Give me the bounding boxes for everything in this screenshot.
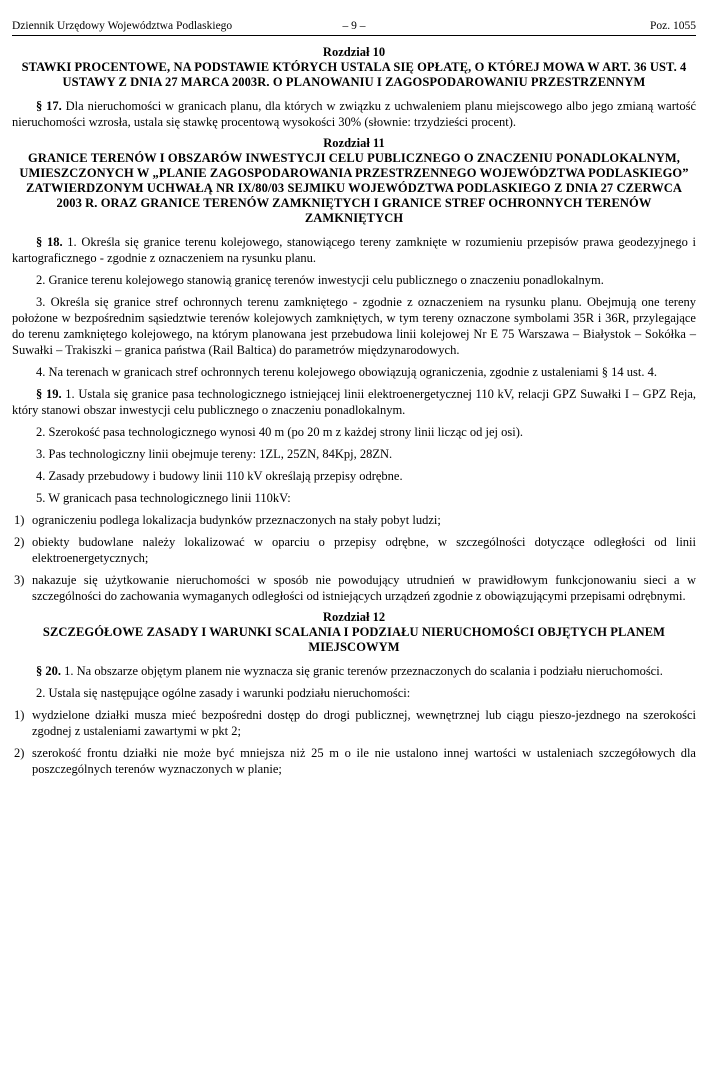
list-item [12,572,696,604]
page-number: – 9 – [342,20,366,32]
paragraph-19-1-text: 1. Ustala się granice pasa technologicznego istniejącej linii elektroenergetycznej 110 kV, relacji GPZ Suwałki I – GPZ Reja, który stanowi obszar inwestycji celu publicznego o znaczeniu ponadlokalnym. [12,387,697,417]
paragraph-18-2: 2. Granice terenu kolejowego stanowią granicę terenów inwestycji celu publicznego o znaczeniu ponadlokalnym. [36,273,604,287]
list-item [12,534,696,566]
list-item-text: ograniczeniu podlega lokalizacja budynków przeznaczonych na stały pobyt ludzi; [32,513,441,527]
paragraph-20-label: § 20. [36,664,61,678]
list-item-number: 2) [14,535,25,549]
paragraph-17-text: Dla nieruchomości w granicach planu, dla których w związku z uchwaleniem planu miejscowego albo jego zmianą wartość nieruchomości wzrosła, ustala się stawkę procentową wysokości 30% (słownie: trzydzieści procent). [12,99,697,129]
document-page [12,20,696,777]
chapter-12-heading: Rozdział 12 [322,610,386,624]
paragraph-19-label: § 19. [36,387,62,401]
list-item-text: nakazuje się użytkowanie nieruchomości w sposób nie powodujący utrudnień w prawidłowym funkcjonowaniu sieci a w szczególności do zachowania wymaganych odległości od istniejących urządzeń zgodnie z obowiązującymi przepisami odrębnymi. [32,573,696,603]
paragraph-19-3: 3. Pas technologiczny linii obejmuje tereny: 1ZL, 25ZN, 84Kpj, 28ZN. [36,447,393,461]
paragraph-19-2: 2. Szerokość pasa technologicznego wynosi 40 m (po 20 m z każdej strony linii licząc od jej osi). [36,425,524,439]
paragraph-18-1-text: 1. Określa się granice terenu kolejowego, stanowiącego tereny zamknięte w rozumieniu przepisów prawa geodezyjnego i kartograficznego - zgodnie z oznaczeniem na rysunku planu. [12,235,697,265]
list-item [12,707,696,739]
chapter-10-title: STAWKI PROCENTOWE, NA PODSTAWIE KTÓRYCH USTALA SIĘ OPŁATĘ, O KTÓREJ MOWA W ART. 36 UST. 4 USTAWY Z DNIA 27 MARCA 2003R. O PLANOWANIU I ZAGOSPODAROWANIU PRZESTRZENNYM [21,60,687,89]
paragraph-17-label: § 17. [36,99,62,113]
paragraph-20-1-text: 1. Na obszarze objętym planem nie wyznacza się granic terenów przeznaczonych do scalania i podziału nieruchomości. [61,664,663,678]
chapter-11-heading: Rozdział 11 [323,136,385,150]
list-item-text: wydzielone działki musza mieć bezpośredni dostęp do drogi publicznej, wewnętrznej lub ciągu pieszo-jezdnego na szerokości zgodnej z ustaleniami zawartymi w pkt 2; [32,708,696,738]
list-item [12,745,696,777]
list-item-text: szerokość frontu działki nie może być mniejsza niż 25 m o ile nie ustalono innej wartości w ustaleniach szczegółowych dla poszczególnych terenów wyznaczonych w planie; [32,746,696,776]
page-header [12,20,696,36]
chapter-11-title: GRANICE TERENÓW I OBSZARÓW INWESTYCJI CELU PUBLICZNEGO O ZNACZENIU PONADLOKALNYM, UMIESZCZONYCH W „PLANIE ZAGOSPODAROWANIA PRZESTRZENNEGO WOJEWÓDZTWA PODLASKIEGO” ZATWIERDZONYM UCHWAŁĄ NR IX/80/03 SEJMIKU WOJEWÓDZTWA PODLASKIEGO Z DNIA 27 CZERWCA 2003 R. ORAZ GRANICE TERENÓW ZAMKNIĘTYCH I GRANICE STREF OCHRONNYCH TERENÓW ZAMKNIĘTYCH [19,151,689,225]
chapter-12-title: SZCZEGÓŁOWE ZASADY I WARUNKI SCALANIA I PODZIAŁU NIERUCHOMOŚCI OBJĘTYCH PLANEM MIEJSCOWYM [42,625,666,654]
list-item [12,512,696,528]
paragraph-18-4: 4. Na terenach w granicach stref ochronnych terenu kolejowego obowiązują ograniczenia, zgodnie z ustaleniami § 14 ust. 4. [36,365,657,379]
paragraph-19-1 [12,386,696,418]
list-item-text: obiekty budowlane należy lokalizować w oparciu o przepisy odrębne, w szczególności dotyczące odległości od linii elektroenergetycznych; [32,535,696,565]
journal-title: Dziennik Urzędowy Województwa Podlaskiego [12,20,233,32]
paragraph-20-1 [12,663,696,679]
paragraph-19-5: 5. W granicach pasa technologicznego linii 110kV: [36,491,291,505]
list-item-number: 3) [14,573,25,587]
paragraph-18-1 [12,234,696,266]
paragraph-18-3: 3. Określa się granice stref ochronnych terenu zamkniętego - zgodnie z oznaczeniem na rysunku planu. Obejmują one tereny położone w bezpośrednim sąsiedztwie terenów kolejowych zamkniętych, w tym tereny oznaczone symbolami 35R i 36R, przylegające do terenu zamkniętego kolejowego, na którym planowana jest przebudowa linii kolejowej Nr E 75 Warszawa – Białystok – Sokółka – Suwałki – Trakiszki – granica państwa (Rail Baltica) do parametrów międzynarodowych. [12,295,696,357]
list-item-number: 1) [14,513,25,527]
paragraph-18-label: § 18. [36,235,63,249]
list-item-number: 1) [14,708,25,722]
paragraph-20-2: 2. Ustala się następujące ogólne zasady i warunki podziału nieruchomości: [36,686,411,700]
paragraph-17 [12,98,696,130]
chapter-10-heading: Rozdział 10 [322,45,386,59]
list-item-number: 2) [14,746,25,760]
position-number: Poz. 1055 [650,20,696,32]
paragraph-19-4: 4. Zasady przebudowy i budowy linii 110 kV określają przepisy odrębne. [36,469,403,483]
